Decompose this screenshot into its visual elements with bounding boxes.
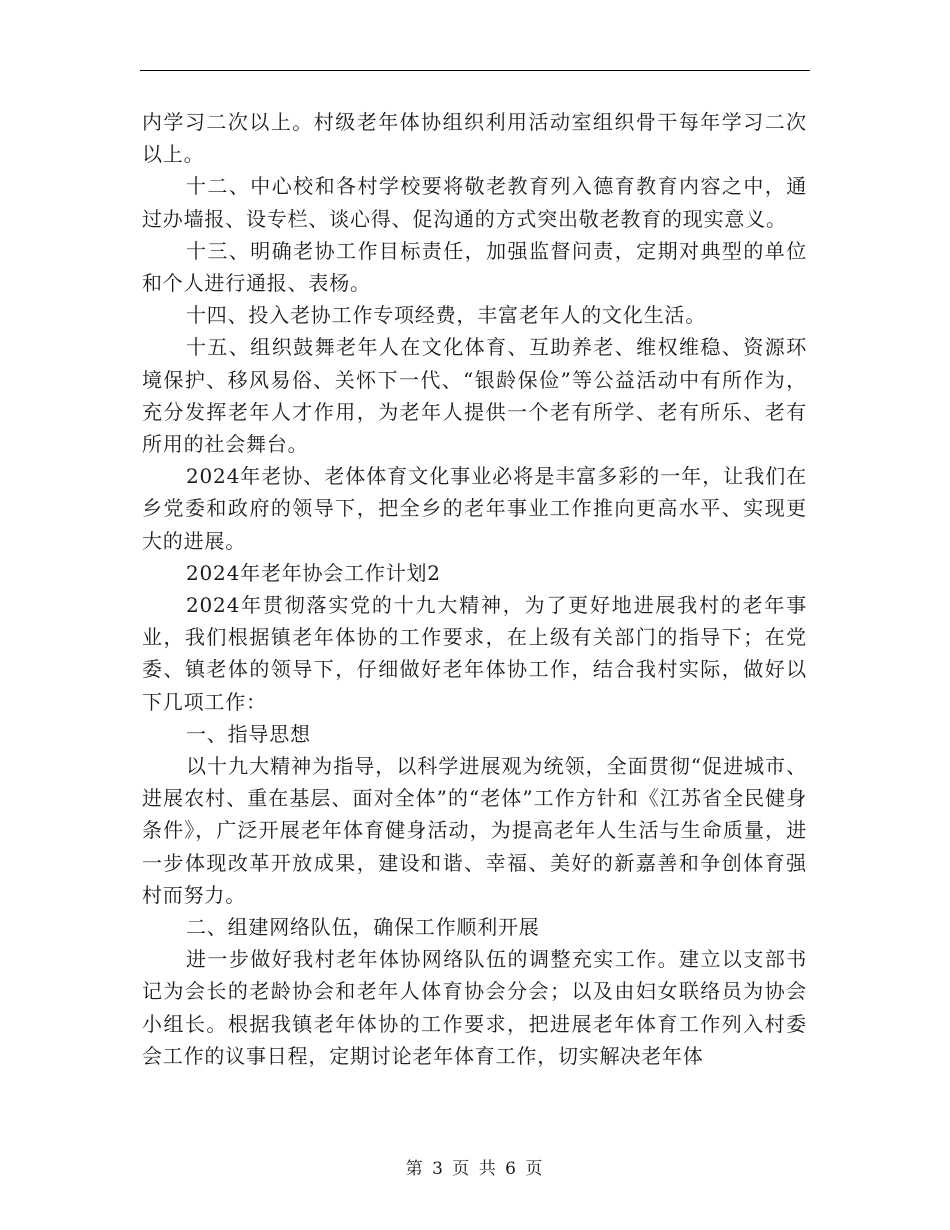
paragraph: 进一步做好我村老年体协网络队伍的调整充实工作。建立以支部书记为会长的老龄协会和老年人体育协会分会；以及由妇女联络员为协会小组长。根据我镇老年体协的工作要求，把进展老年体育工作列入村委会工作的议事日程，定期讨论老年体育工作，切实解决老年体 [142,947,807,1068]
paragraph: 以十九大精神为指导，以科学进展观为统领，全面贯彻“促进城市、进展农村、重在基层、面对全体”的“老体”工作方针和《江苏省全民健身条件》，广泛开展老年体育健身活动，为提高老年人生活与生命质量，进一步体现改革开放成果，建设和谐、幸福、美好的新嘉善和争创体育强村而努力。 [142,754,807,907]
section-heading: 二、组建网络队伍，确保工作顺利开展 [186,915,540,940]
paragraph: 十五、组织鼓舞老年人在文化体育、互助养老、维权维稳、资源环境保护、移风易俗、关怀下一代、“银龄保俭”等公益活动中有所作为，充分发挥老年人才作用，为老年人提供一个老有所学、老有所乐、老有所用的社会舞台。 [142,335,807,457]
document-body [142,106,807,1072]
paragraph: 2024年贯彻落实党的十九大精神，为了更好地进展我村的老年事业，我们根据镇老年体协的工作要求，在上级有关部门的指导下；在党委、镇老体的领导下，仔细做好老年体协工作，结合我村实际，做好以下几项工作： [142,593,807,714]
paragraph: 十二、中心校和各村学校要将敬老教育列入德育教育内容之中，通过办墙报、设专栏、谈心得、促沟通的方式突出敬老教育的现实意义。 [142,174,807,231]
paragraph: 2024年老协、老体体育文化事业必将是丰富多彩的一年，让我们在乡党委和政府的领导下，把全乡的老年事业工作推向更高水平、实现更大的进展。 [142,464,807,553]
page-number: 第 3 页 共 6 页 [405,1159,545,1179]
paragraph: 内学习二次以上。村级老年体协组织利用活动室组织骨干每年学习二次以上。 [142,110,807,167]
section-heading: 一、指导思想 [186,721,311,746]
section-title: 2024年老年协会工作计划2 [186,560,441,585]
paragraph: 十三、明确老协工作目标责任，加强监督问责，定期对典型的单位和个人进行通报、表杨。 [142,238,807,296]
paragraph: 十四、投入老协工作专项经费，丰富老年人的文化生活。 [186,303,706,328]
header-rule [140,70,810,71]
